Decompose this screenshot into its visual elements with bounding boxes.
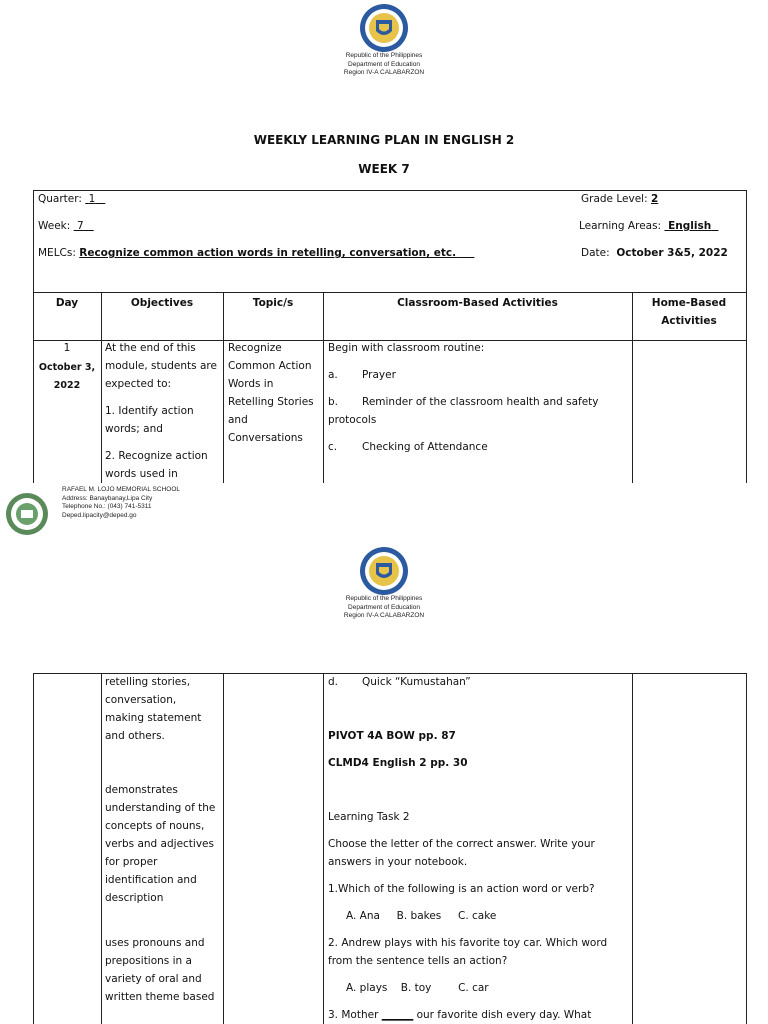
routine-intro: Begin with classroom routine: (328, 342, 485, 354)
quarter-label: Quarter: (38, 193, 82, 205)
school-address: Address: Banaybanay,Lipa City (62, 494, 153, 502)
activity-attendance: c. Checking of Attendance (328, 441, 488, 453)
column-header-objectives: Objectives (130, 297, 194, 309)
learning-areas-field (579, 217, 719, 235)
question-2-choices: A. plays B. toy C. car (346, 982, 489, 994)
classroom-activities-cell: Begin with classroom routine: a. Prayer b. Reminder of the classroom health and safety protocols c. Checking of Attendance (328, 339, 628, 456)
question-2-line-1: 2. Andrew plays with his favorite toy car. Which word (328, 937, 608, 949)
day-number: 1 (63, 342, 71, 354)
activity-kumustahan: d. Quick “Kumustahan” (328, 676, 471, 688)
column-header-home-activities: Home-Based Activities (651, 297, 727, 327)
week-title: WEEK 7 (358, 162, 410, 176)
quarter-field (38, 190, 105, 208)
school-phone: Telephone No.: (043) 741-5311 (62, 503, 152, 510)
header-line-1: Republic of the Philippines (345, 52, 423, 59)
date-label: Date: (581, 247, 610, 259)
deped-seal-logo (359, 3, 409, 53)
date-field (581, 244, 728, 262)
question-2-line-2: from the sentence tells an action? (328, 955, 508, 967)
agency-header-2: Republic of the Philippines Department of Education Region IV-A CALABARZON (343, 595, 425, 619)
grade-value: 2 (650, 193, 659, 205)
activity-reminder: b. Reminder of the classroom health and safety (328, 396, 599, 408)
learning-task-title: Learning Task 2 (328, 811, 410, 823)
pivot-reference: PIVOT 4A BOW pp. 87 (328, 730, 456, 742)
clmd-reference: CLMD4 English 2 pp. 30 (328, 757, 468, 769)
day-date-a: October 3, (38, 362, 96, 373)
column-header-day: Day (55, 297, 79, 309)
question-1-choices: A. Ana B. bakes C. cake (346, 910, 497, 922)
classroom-activities-cont-cell (328, 673, 628, 1024)
week-value: 7 (77, 220, 84, 232)
grade-level-field (581, 190, 658, 208)
instruction-line-2: answers in your notebook. (328, 856, 468, 868)
date-value: October 3&5, 2022 (616, 247, 728, 259)
day-cell (33, 339, 101, 395)
day-date-b: 2022 (53, 380, 81, 391)
document-title: WEEKLY LEARNING PLAN IN ENGLISH 2 (253, 133, 515, 147)
objectives-cont-cell: retelling stories, conversation, making statement and others. demonstrates understanding of the concepts of nouns, verbs and adjectives for proper identification and description uses pronouns and prepositions in a variety of oral and written theme based (105, 676, 216, 1003)
grade-label: Grade Level: (581, 193, 648, 205)
areas-value: English (668, 220, 712, 232)
melcs-value: Recognize common action words in retelling, conversation, etc. (79, 247, 457, 259)
question-3: 3. Mother ______ our favorite dish every day. What (328, 1009, 592, 1021)
instruction-line-1: Choose the letter of the correct answer. Write your (328, 838, 595, 850)
week-field (38, 217, 94, 235)
question-1: 1.Which of the following is an action word or verb? (328, 883, 595, 895)
quarter-value: 1 (88, 193, 96, 205)
header-line-3: Region IV-A CALABARZON (343, 69, 425, 76)
column-header-classroom-activities: Classroom-Based Activities (397, 297, 558, 309)
school-footer (62, 486, 262, 520)
deped-seal-logo-2 (359, 546, 409, 596)
objectives-cell: At the end of this module, students are expected to: 1. Identify action words; and 2. Recognize action words used in (105, 342, 217, 480)
column-header-topics: Topic/s (252, 297, 294, 309)
areas-label: Learning Areas: (579, 220, 662, 232)
melcs-field (38, 244, 474, 262)
header-line-2: Department of Education (348, 60, 420, 68)
week-label: Week: (38, 220, 71, 232)
school-email: Deped.lipacity@deped.go (62, 511, 137, 519)
topics-cell: Recognize Common Action Words in Retelling Stories and Conversations (228, 342, 314, 444)
school-seal-logo (5, 492, 49, 536)
activity-prayer: a. Prayer (328, 369, 396, 381)
melcs-label: MELCs: (38, 247, 76, 259)
school-name: RAFAEL M. LOJO MEMORIAL SCHOOL (62, 486, 180, 493)
agency-header (284, 52, 484, 78)
